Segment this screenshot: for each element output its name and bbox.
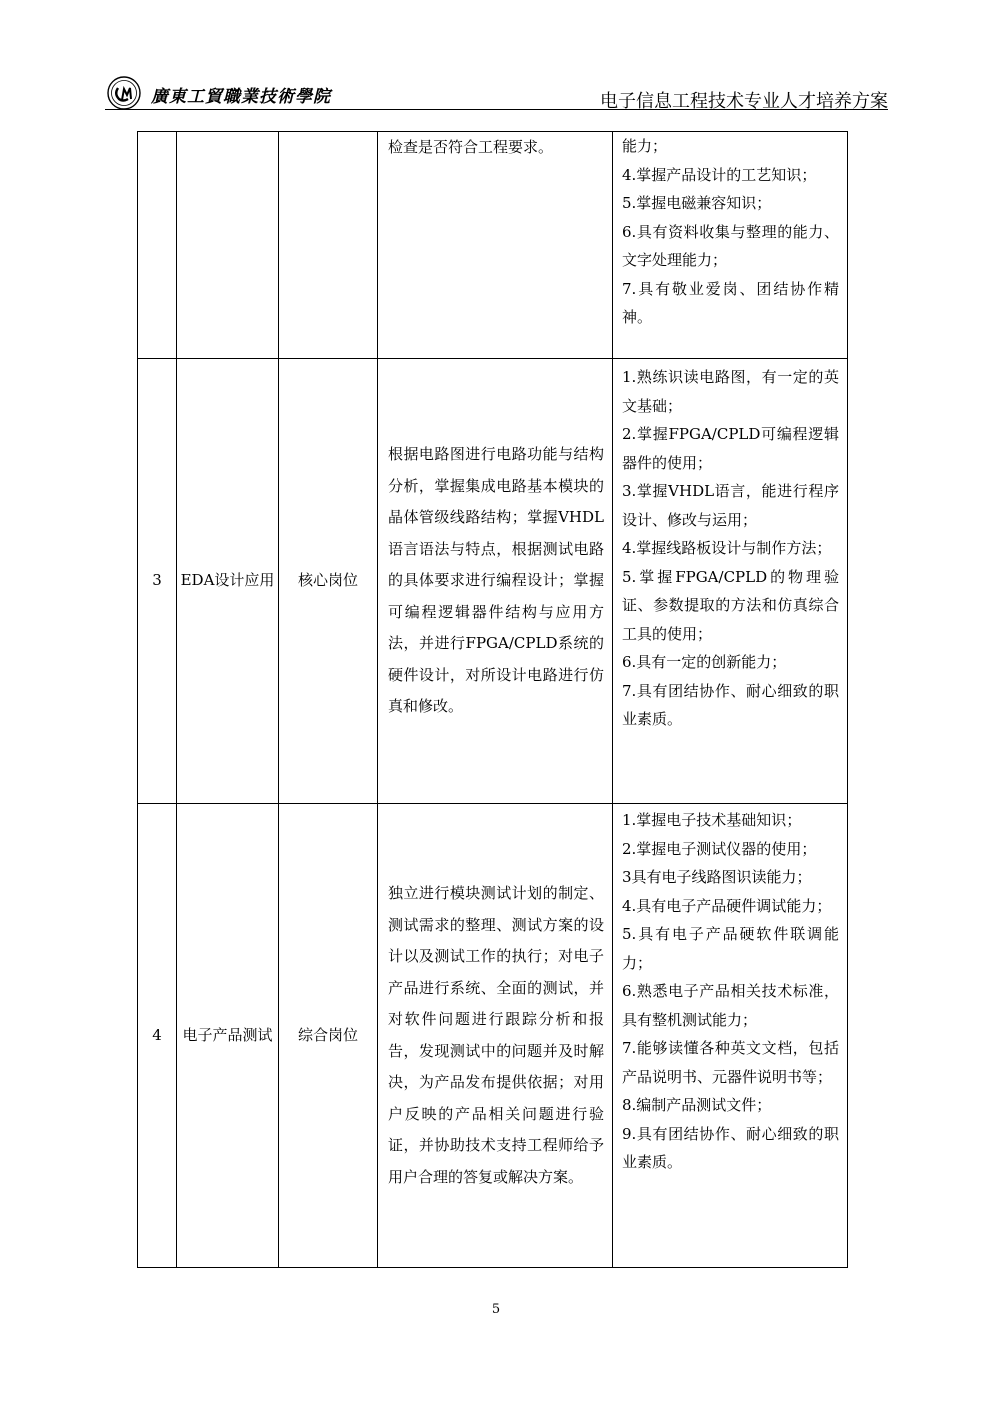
job-task <box>378 132 613 359</box>
school-name: 廣東工貿職業技術學院 <box>151 87 331 107</box>
requirement-item: 7.具有敬业爱岗、团结协作精神。 <box>622 279 839 326</box>
table-row <box>138 359 848 804</box>
requirement-item: 8.编制产品测试文件； <box>622 1096 772 1114</box>
requirement-item: 4.掌握产品设计的工艺知识； <box>622 165 817 184</box>
job-category: 核心岗位 <box>279 359 378 804</box>
requirement-item: 能力； <box>622 137 668 155</box>
requirement-item: 9.具有团结协作、耐心细致的职业素质。 <box>622 1124 839 1171</box>
requirement-item: 6.具有一定的创新能力； <box>622 653 787 671</box>
job-requirements <box>613 804 848 1268</box>
requirement-item: 7.具有团结协作、耐心细致的职业素质。 <box>622 681 839 728</box>
requirement-item: 5.掌握电磁兼容知识； <box>622 194 772 212</box>
task-text: 检查是否符合工程要求。 <box>388 138 554 156</box>
row-number: 4 <box>138 804 177 1268</box>
job-task <box>378 359 613 804</box>
requirement-item: 2.掌握FPGA/CPLD可编程逻辑器件的使用； <box>622 425 839 472</box>
requirement-item: 1.熟练识读电路图，有一定的英文基础； <box>622 368 839 415</box>
job-position: EDA设计应用 <box>177 359 279 804</box>
requirement-item: 4.具有电子产品硬件调试能力； <box>622 896 832 915</box>
school-logo-icon <box>107 76 141 110</box>
requirement-item: 2.掌握电子测试仪器的使用； <box>622 839 817 858</box>
row-number: 3 <box>138 359 177 804</box>
requirement-item: 6.具有资料收集与整理的能力、文字处理能力； <box>622 222 839 269</box>
job-position: 电子产品测试 <box>177 804 279 1268</box>
requirement-item: 5.具有电子产品硬软件联调能力； <box>622 925 839 972</box>
job-requirements-table <box>137 131 848 1268</box>
table-row <box>138 132 848 359</box>
requirement-item: 4.掌握线路板设计与制作方法； <box>622 539 832 557</box>
job-category: 综合岗位 <box>279 804 378 1268</box>
requirement-item: 5.掌握FPGA/CPLD的物理验证、参数提取的方法和仿真综合工具的使用； <box>622 567 839 643</box>
requirement-item: 1.掌握电子技术基础知识； <box>622 811 802 829</box>
page-number: 5 <box>491 1302 501 1317</box>
table-row <box>138 804 848 1268</box>
requirement-item: 3.掌握VHDL语言，能进行程序设计、修改与运用； <box>622 482 839 529</box>
page-header <box>105 72 888 110</box>
job-position <box>177 132 279 359</box>
job-requirements <box>613 359 848 804</box>
requirement-item: 6.熟悉电子产品相关技术标准，具有整机测试能力； <box>622 982 839 1029</box>
job-category <box>279 132 378 359</box>
document-title: 电子信息工程技术专业人才培养方案 <box>600 91 888 112</box>
job-requirements <box>613 132 848 359</box>
task-text: 根据电路图进行电路功能与结构分析，掌握集成电路基本模块的晶体管级线路结构；掌握VHDL语言语法与特点，根据测试电路的具体要求进行编程设计；掌握可编程逻辑器件结构与应用方法，并进行FPGA/CPLD系统的硬件设计，对所设计电路进行仿真和修改。 <box>388 445 604 716</box>
task-text: 独立进行模块测试计划的制定、测试需求的整理、测试方案的设计以及测试工作的执行；对电子产品进行系统、全面的测试，并对软件问题进行跟踪分析和报告，发现测试中的问题并及时解决，为产品发布提供依据；对用户反映的产品相关问题进行验证，并协助技术支持工程师给予用户合理的答复或解决方案。 <box>388 884 604 1186</box>
header-divider <box>105 109 888 110</box>
row-number <box>138 132 177 359</box>
requirement-item: 3具有电子线路图识读能力； <box>622 868 812 886</box>
requirement-item: 7.能够读懂各种英文文档，包括产品说明书、元器件说明书等； <box>622 1039 839 1086</box>
job-task <box>378 804 613 1268</box>
